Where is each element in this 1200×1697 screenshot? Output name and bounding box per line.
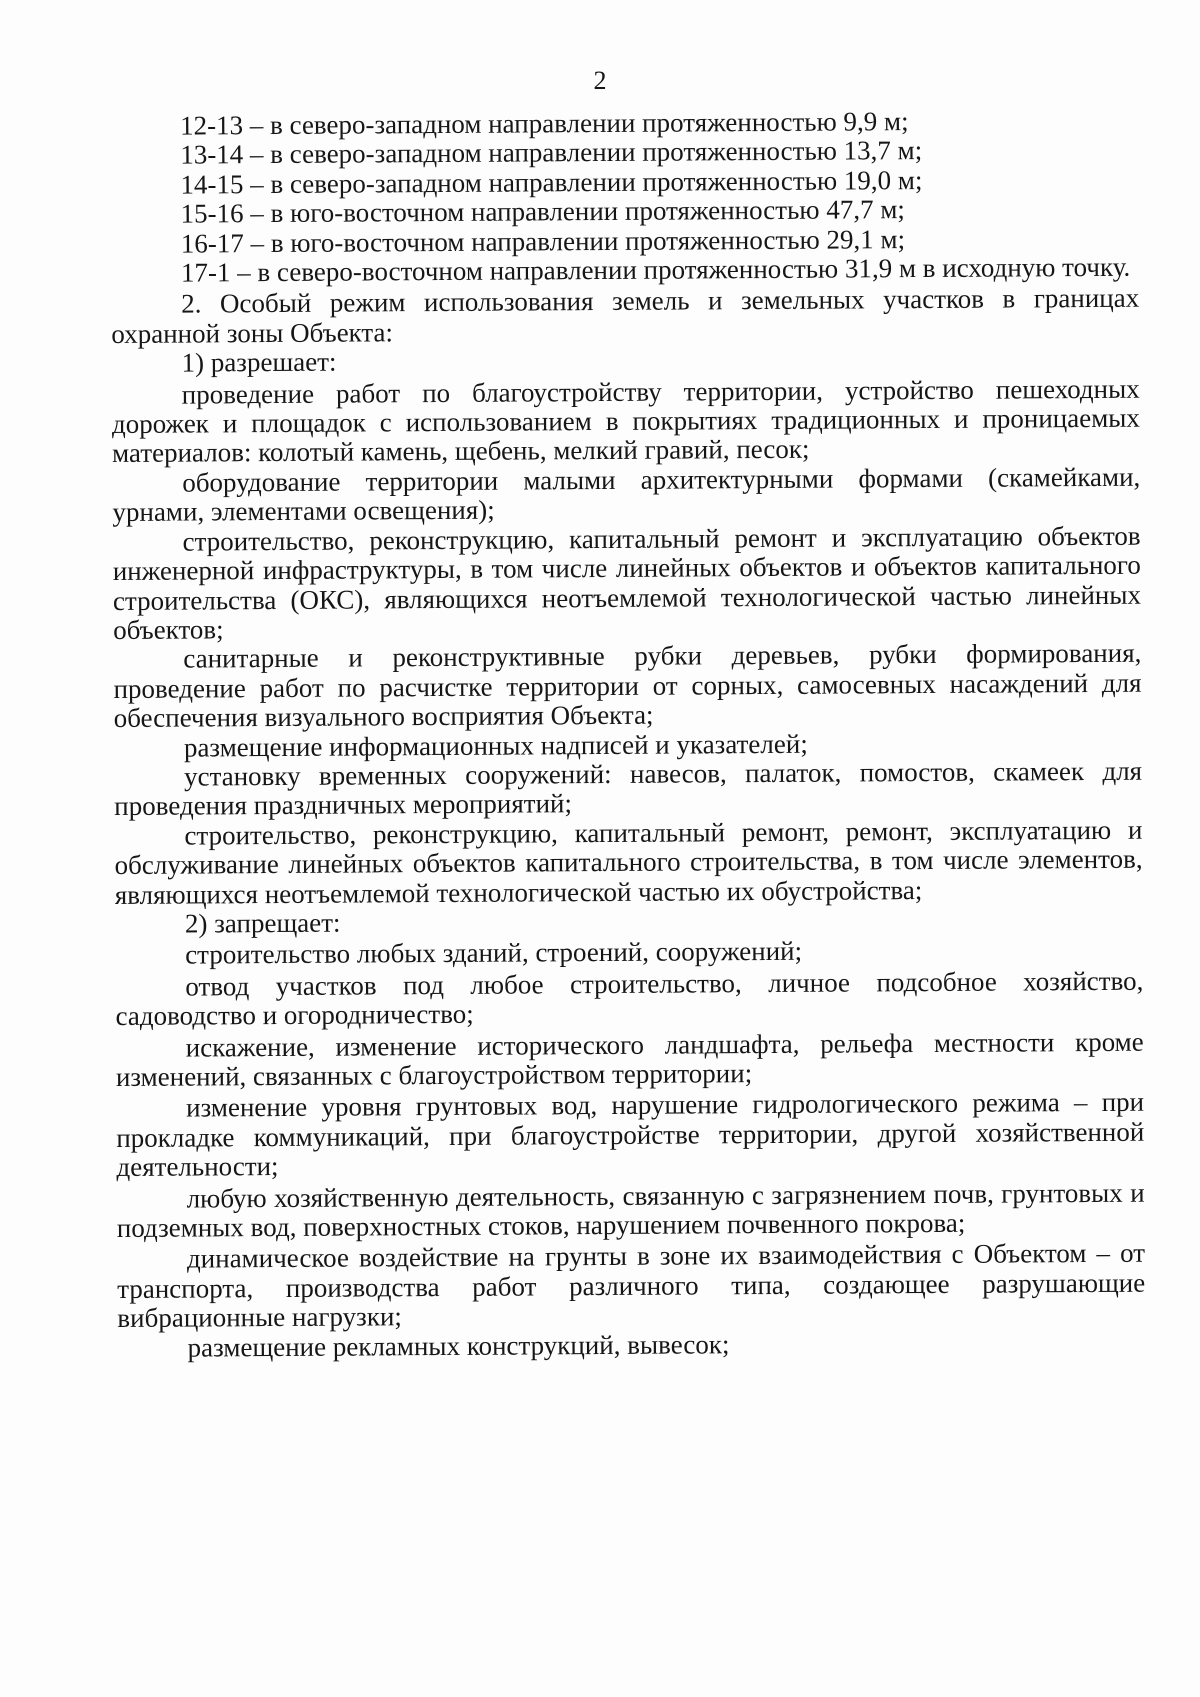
- paragraph-segment-13-14: 13-14 – в северо-западном направлении протяженностью 13,7 м;: [180, 135, 923, 170]
- paragraph-prohibits-heading: 2) запрещает:: [184, 907, 341, 939]
- paragraph-permit-temporary-structures: установку временных сооружений: навесов, палаток, помостов, скамеек для проведения праздничных мероприятий;: [114, 755, 1143, 822]
- paragraph-permits-heading: 1) разрешает:: [181, 346, 337, 378]
- paragraph-prohibit-vibration: динамическое воздействие на грунты в зоне их взаимодействия с Объектом – от транспорта, производства работ различного типа, создающее разрушающие вибрационные нагрузки;: [117, 1238, 1146, 1334]
- paragraph-prohibit-advertising: размещение рекламных конструкций, вывесок;: [187, 1328, 730, 1363]
- paragraph-prohibit-groundwater: изменение уровня грунтовых вод, нарушение гидрологического режима – при прокладке коммуникаций, при благоустройстве территории, другой хозяйственной деятельности;: [116, 1087, 1145, 1183]
- paragraph-permit-infrastructure: строительство, реконструкцию, капитальный ремонт и эксплуатацию объектов инженерной инфраструктуры, в том числе линейных объектов и объектов капитального строительства (ОКС), являющихся неотъемлемой технологической частью линейных объектов;: [112, 520, 1142, 645]
- paragraph-prohibit-landscape-change: искажение, изменение исторического ландшафта, рельефа местности кроме изменений, связанных с благоустройством территории;: [115, 1026, 1144, 1092]
- paragraph-permit-signs: размещение информационных надписей и указателей;: [183, 728, 808, 763]
- paragraph-segment-14-15: 14-15 – в северо-западном направлении протяженностью 19,0 м;: [180, 164, 923, 200]
- paragraph-prohibit-pollution: любую хозяйственную деятельность, связанную с загрязнением почв, грунтовых и подземных вод, поверхностных стоков, нарушением почвенного покрова;: [116, 1177, 1145, 1244]
- paragraph-section-2-heading: 2. Особый режим использования земель и земельных участков в границах охранной зоны Объекта:: [111, 283, 1140, 349]
- paragraph-segment-12-13: 12-13 – в северо-западном направлении протяженностью 9,9 м;: [179, 106, 909, 141]
- paragraph-prohibit-land-allocation: отвод участков под любое строительство, личное подсобное хозяйство, садоводство и огородничество;: [115, 965, 1144, 1032]
- paragraph-prohibit-buildings: строительство любых зданий, строений, сооружений;: [185, 936, 803, 970]
- paragraph-permit-linear-objects: строительство, реконструкцию, капитальный ремонт, ремонт, эксплуатацию и обслуживание линейных объектов капитального строительства, в том числе элементов, являющихся неотъемлемой технологической частью их обустройства;: [114, 814, 1143, 910]
- document-body: [110, 106, 1146, 1363]
- paragraph-permit-landscaping: проведение работ по благоустройству территории, устройство пешеходных дорожек и площадок с использованием в покрытиях традиционных и проницаемых материалов: колотый камень, щебень, мелкий гравий, песок;: [111, 373, 1140, 469]
- paragraph-permit-small-forms: оборудование территории малыми архитектурными формами (скамейками, урнами, элементами освещения);: [112, 461, 1141, 528]
- paragraph-segment-15-16: 15-16 – в юго-восточном направлении протяженностью 47,7 м;: [180, 194, 905, 229]
- paragraph-segment-17-1: 17-1 – в северо-восточном направлении протяженностью 31,9 м в исходную точку.: [180, 251, 1131, 288]
- page-number: 2: [593, 66, 607, 95]
- paragraph-segment-16-17: 16-17 – в юго-восточном направлении протяженностью 29,1 м;: [180, 223, 906, 259]
- paragraph-permit-tree-cutting: санитарные и реконструктивные рубки деревьев, рубки формирования, проведение работ по расчистке территории от сорных, самосевных насаждений для обеспечения визуального восприятия Объекта;: [113, 638, 1142, 734]
